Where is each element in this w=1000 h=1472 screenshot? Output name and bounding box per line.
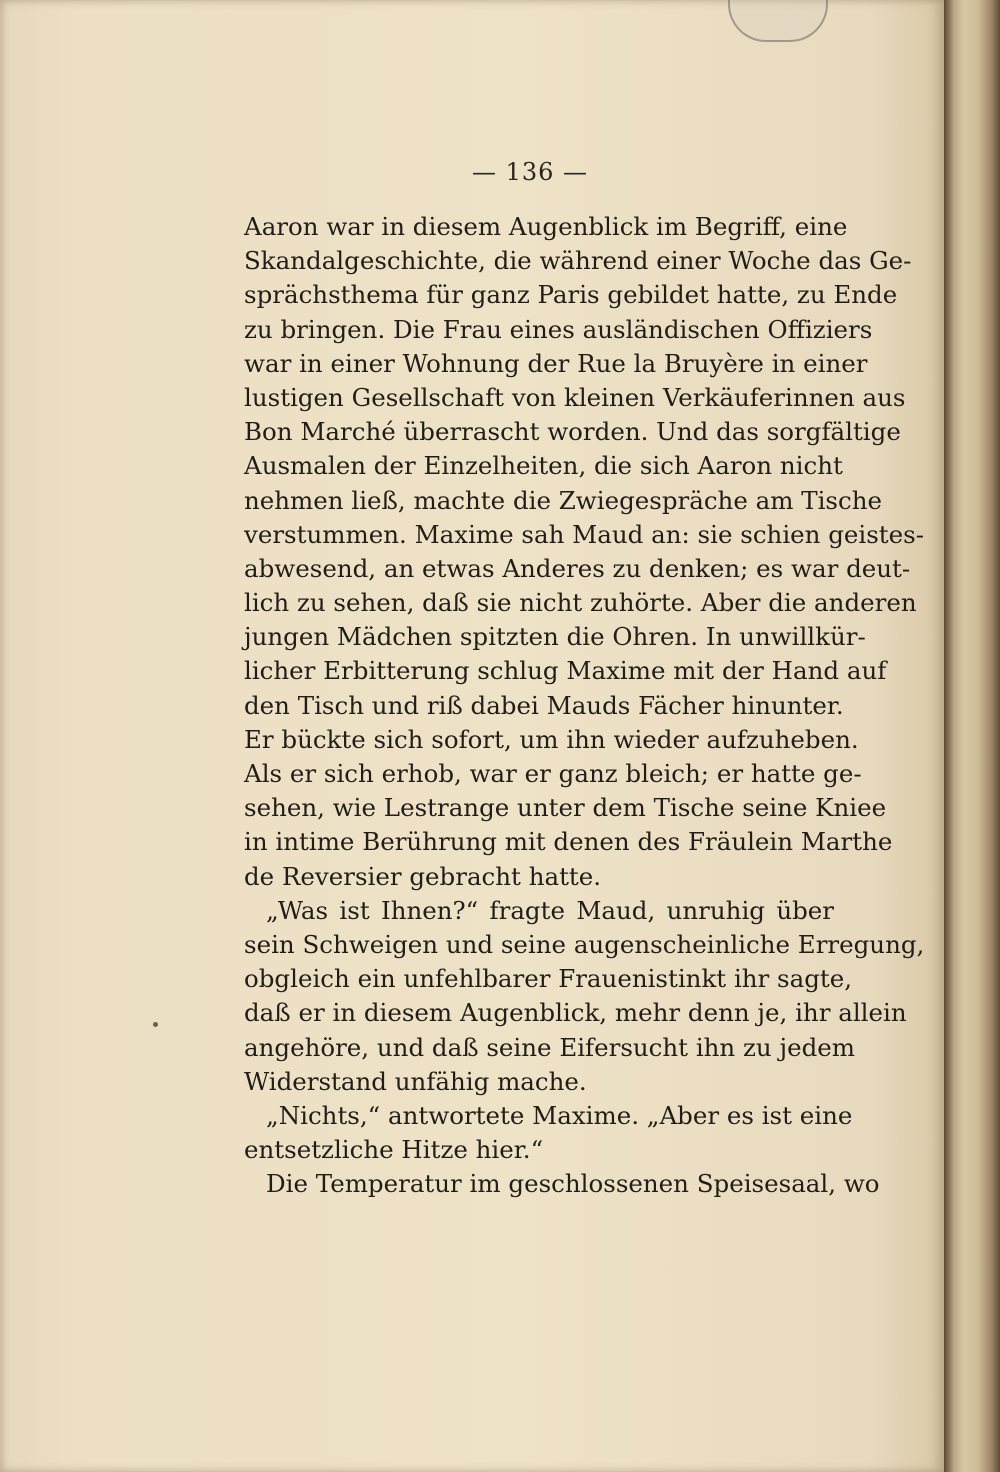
text-line: Die Temperatur im geschlossenen Speisesaal, wo — [266, 1169, 880, 1199]
text-line: zu bringen. Die Frau eines ausländischen Offiziers — [244, 314, 873, 344]
text-line: verstummen. Maxime sah Maud an: sie schien geistes- — [244, 519, 925, 549]
text-line: den Tisch und riß dabei Mauds Fächer hinunter. — [244, 690, 844, 720]
text-line: jungen Mädchen spitzten die Ohren. In unwillkür- — [244, 622, 866, 652]
paper-speck — [153, 1022, 158, 1027]
text-line: war in einer Wohnung der Rue la Bruyère in einer — [244, 348, 868, 378]
text-line: angehöre, und daß seine Eifersucht ihn zu jedem — [244, 1032, 855, 1062]
text-line: abwesend, an etwas Anderes zu denken; es war deut- — [244, 553, 911, 583]
text-line: lich zu sehen, daß sie nicht zuhörte. Aber die anderen — [244, 588, 917, 618]
text-line: Aaron war in diesem Augenblick im Begriff, eine — [244, 212, 848, 241]
page-number: — 136 — — [471, 158, 589, 186]
text-line: entsetzliche Hitze hier.“ — [244, 1135, 544, 1165]
text-line: sein Schweigen und seine augenscheinliche Erregung, — [244, 929, 925, 959]
text-line: daß er in diesem Augenblick, mehr denn je, ihr allein — [244, 998, 907, 1028]
text-line: nehmen ließ, machte die Zwiegespräche am Tische — [244, 485, 882, 515]
text-line: licher Erbitterung schlug Maxime mit der Hand auf — [244, 656, 887, 686]
text-line: Skandalgeschichte, die während einer Woche das Ge- — [244, 246, 912, 276]
text-line: Widerstand unfähig mache. — [244, 1066, 587, 1096]
text-line: lustigen Gesellschaft von kleinen Verkäuferinnen aus — [244, 382, 906, 412]
text-line: „Was ist Ihnen?“ fragte Maud, unruhig über — [266, 895, 834, 925]
text-line: Ausmalen der Einzelheiten, die sich Aaron nicht — [244, 451, 843, 481]
paper-clip-mark — [728, 0, 828, 42]
text-line: de Reversier gebracht hatte. — [244, 861, 602, 891]
body-text — [244, 210, 925, 1201]
text-line: Bon Marché überrascht worden. Und das sorgfältige — [244, 417, 901, 447]
text-line: in intime Berührung mit denen des Fräulein Marthe — [244, 827, 893, 857]
text-line: sprächsthema für ganz Paris gebildet hatte, zu Ende — [244, 280, 898, 310]
text-line: Er bückte sich sofort, um ihn wieder aufzuheben. — [244, 724, 859, 754]
text-line: obgleich ein unfehlbarer Frauenistinkt ihr sagte, — [244, 964, 853, 994]
page-stack-edge — [944, 0, 1000, 1472]
text-line: „Nichts,“ antwortete Maxime. „Aber es ist eine — [266, 1100, 853, 1130]
text-line: Als er sich erhob, war er ganz bleich; er hatte ge- — [244, 759, 862, 788]
text-line: sehen, wie Lestrange unter dem Tische seine Kniee — [244, 793, 887, 823]
